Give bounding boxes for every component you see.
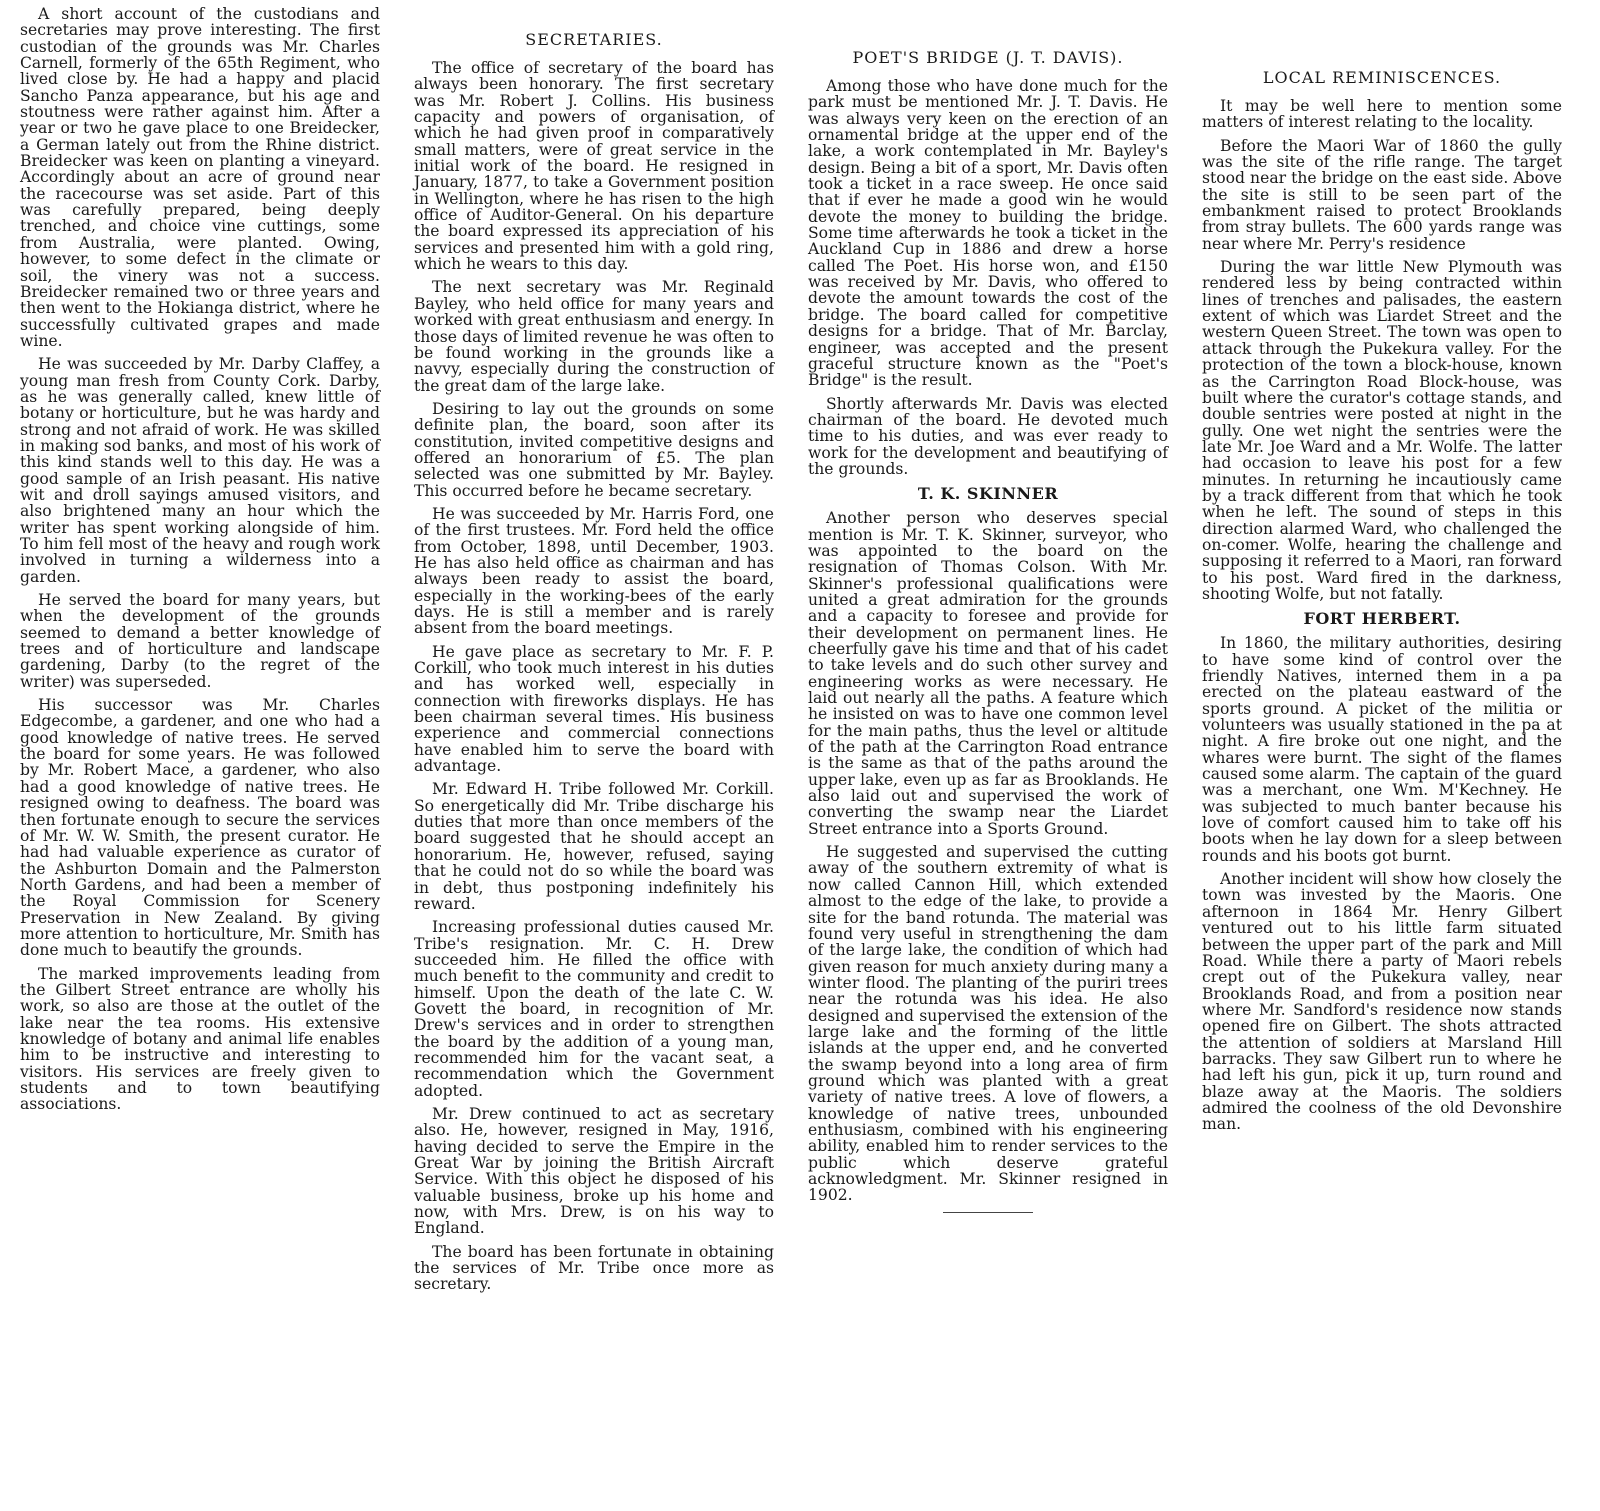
section-heading-poets-bridge: POET'S BRIDGE (J. T. DAVIS). bbox=[852, 48, 1124, 67]
paragraph: He suggested and supervised the cutting away of the southern extremity of what is now called Cannon Hill, which extended almost to the edge of the lake, to provide a site for the band rotunda. The material was found very useful in strengthening the dam of the large lake, the condition of which had given reason for much anxiety during many a winter flood. The planting of the puriri trees near the rotunda was his idea. He also designed and supervised the extension of the large lake and the forming of the little islands at the upper end, and he converted the swamp beyond into a long area of firm ground which was planted with a great variety of native trees. A love of flowers, a knowledge of native trees, unbounded enthusiasm, combined with his engineering ability, enabled him to render services to the public which deserve grateful acknowledgment. Mr. Skinner resigned in 1902. bbox=[808, 843, 1168, 1205]
section-heading-secretaries: SECRETARIES. bbox=[525, 30, 663, 49]
paragraph: Among those who have done much for the park must be mentioned Mr. J. T. Davis. He was always very keen on the erection of an ornamental bridge at the upper end of the lake, a work contemplated in Mr. Bayley's design. Being a bit of a sport, Mr. Davis often took a ticket in a race sweep. He once said that if ever he made a good win he would devote the money to building the bridge. Some time afterwards he took a ticket in the Auckland Cup in 1886 and drew a horse called The Poet. His horse won, and £150 was received by Mr. Davis, who offered to devote the amount towards the cost of the bridge. The board called for competitive designs for a bridge. That of Mr. Barclay, engineer, was accepted and the present graceful structure known as the "Poet's Bridge" is the result. bbox=[808, 77, 1168, 390]
paragraph: Increasing professional duties caused Mr. Tribe's resignation. Mr. C. H. Drew succeeded him. He filled the office with much benefit to the community and credit to himself. Upon the death of the late C. W. Govett the board, in recognition of Mr. Drew's services and in order to strengthen the board by the addition of a young man, recommended him for the vacant seat, a recommendation which the Government adopted. bbox=[414, 918, 774, 1100]
paragraph: During the war little New Plymouth was rendered less by being contracted within lines of trenches and palisades, the eastern extent of which was Liardet Street and the western Queen Street. The town was open to attack through the Pukekura valley. For the protection of the town a block-house, known as the Carrington Road Block-house, was built where the curator's cottage stands, and double sentries were posted at night in the gully. One wet night the sentries were the late Mr. Joe Ward and a Mr. Wolfe. The latter had occasion to leave his post for a few minutes. In returning he incautiously came by a track different from that which he took when he left. The sound of steps in this direction alarmed Ward, who challenged the on-comer. Wolfe, hearing the challenge and supposing it referred to a Maori, ran forward to his post. Ward fired in the darkness, shooting Wolfe, but not fatally. bbox=[1202, 258, 1562, 603]
paragraph: A short account of the custodians and secretaries may prove interesting. The first custodian of the grounds was Mr. Charles Carnell, formerly of the 65th Regiment, who lived close by. He had a happy and placid Sancho Panza appearance, but his age and stoutness were rather against him. After a year or two he gave place to one Breidecker, a German lately out from the Rhine district. Breidecker was keen on planting a vineyard. Accordingly about an acre of ground near the racecourse was set aside. Part of this was carefully prepared, being deeply trenched, and choice vine cuttings, some from Australia, were planted. Owing, however, to some defect in the climate or soil, the vinery was not a success. Breidecker remained two or three years and then went to the Hokianga district, where he successfully cultivated grapes and made wine. bbox=[20, 5, 380, 350]
paragraph: Another incident will show how closely the town was invested by the Maoris. One afternoon in 1864 Mr. Henry Gilbert ventured out to his little farm situated between the upper part of the park and Mill Road. While there a party of Maori rebels crept out of the Pukekura valley, near Brooklands Road, and from a position near where Mr. Sandford's residence now stands opened fire on Gilbert. The shots attracted the attention of soldiers at Marsland Hill barracks. They saw Gilbert run to where he had left his gun, pick it up, turn round and blaze away at the Maoris. The soldiers admired the coolness of the old Devonshire man. bbox=[1202, 870, 1562, 1134]
paragraph: The board has been fortunate in obtaining the services of Mr. Tribe once more as secretary. bbox=[414, 1242, 774, 1294]
paragraph: Mr. Drew continued to act as secretary also. He, however, resigned in May, 1916, having decided to serve the Empire in the Great War by joining the British Aircraft Service. With this object he disposed of his valuable business, broke up his home and now, with Mrs. Drew, is on his way to England. bbox=[414, 1104, 774, 1238]
paragraph: Before the Maori War of 1860 the gully was the site of the rifle range. The target stood near the bridge on the east side. Above the site is still to be seen part of the embankment raised to protect Brooklands from stray bullets. The 600 yards range was near where Mr. Perry's residence bbox=[1202, 136, 1562, 253]
paragraph: The next secretary was Mr. Reginald Bayley, who held office for many years and worked with great enthusiasm and energy. In those days of limited revenue he was often to be found working in the grounds like a navvy, especially during the construction of the great dam of the large lake. bbox=[414, 278, 774, 395]
column-end-rule bbox=[943, 1212, 1033, 1213]
paragraph: Another person who deserves special mention is Mr. T. K. Skinner, surveyor, who was appointed to the board on the resignation of Thomas Colson. With Mr. Skinner's professional qualifications were united a great admiration for the grounds and a capacity to foresee and provide for their development on permanent lines. He cheerfully gave his time and that of his cadet to take levels and do such other survey and engineering works as were necessary. He laid out nearly all the paths. A feature which he insisted on was to have one common level for the main paths, thus the level or altitude of the path at the Carrington Road entrance is the same as that of the paths around the upper lake, even up as far as Brooklands. He also laid out and supervised the work of converting the swamp near the Liardet Street entrance into a Sports Ground. bbox=[808, 509, 1168, 838]
paragraph: His successor was Mr. Charles Edgecombe, a gardener, and one who had a good knowledge of native trees. He served the board for some years. He was followed by Mr. Robert Mace, a gardener, who also had a good knowledge of native trees. He resigned owing to deafness. The board was then fortunate enough to secure the services of Mr. W. W. Smith, the present curator. He had had valuable experience as curator of the Ashburton Domain and the Palmerston North Gardens, and had been a member of the Royal Commission for Scenery Preservation in New Zealand. By giving more attention to horticulture, Mr. Smith has done much to beautify the grounds. bbox=[20, 696, 380, 960]
paragraph: He gave place as secretary to Mr. F. P. Corkill, who took much interest in his duties and has worked well, especially in connection with fireworks displays. He has been chairman several times. His business experience and commercial connections have enabled him to serve the board with advantage. bbox=[414, 642, 774, 776]
column-1 bbox=[20, 6, 380, 1511]
column-4 bbox=[1202, 6, 1562, 1511]
column-3 bbox=[808, 6, 1168, 1511]
paragraph: Desiring to lay out the grounds on some definite plan, the board, soon after its constitution, invited competitive designs and offered an honorarium of £5. The plan selected was one submitted by Mr. Bayley. This occurred before he became secretary. bbox=[414, 399, 774, 500]
section-heading-skinner: T. K. SKINNER bbox=[917, 484, 1059, 504]
paragraph: He was succeeded by Mr. Darby Claffey, a young man fresh from County Cork. Darby, as he was generally called, knew little of botany or horticulture, but he was hardy and strong and not afraid of work. He was skilled in making sod banks, and most of his work of this kind stands well to this day. He was a good sample of an Irish peasant. His native wit and droll sayings amused visitors, and also brightened many an hour which the writer has spent working alongside of him. To him fell most of the heavy and rough work involved in turning a wilderness into a garden. bbox=[20, 355, 380, 586]
column-2 bbox=[414, 6, 774, 1511]
paragraph: The marked improvements leading from the Gilbert Street entrance are wholly his work, so also are those at the outlet of the lake near the tea rooms. His extensive knowledge of botany and animal life enables him to be instructive and interesting to visitors. His services are freely given to students and to town beautifying associations. bbox=[20, 964, 380, 1114]
paragraph: He was succeeded by Mr. Harris Ford, one of the first trustees. Mr. Ford held the office from October, 1898, until December, 1903. He has also held office as chairman and has always been ready to assist the board, especially in the working-bees of the early days. He is still a member and is rarely absent from the board meetings. bbox=[414, 504, 774, 638]
paragraph: He served the board for many years, but when the development of the grounds seemed to demand a better knowledge of trees and of horticulture and landscape gardening, Darby (to the regret of the writer) was superseded. bbox=[20, 591, 380, 691]
paragraph: It may be well here to mention some matters of interest relating to the locality. bbox=[1202, 97, 1562, 132]
paragraph: In 1860, the military authorities, desiring to have some kind of control over the friendly Natives, interned them in a pa erected on the plateau eastward of the sports ground. A picket of the militia or volunteers was usually stationed in the pa at night. A fire broke out one night, and the whares were burnt. The sight of the flames caused some alarm. The captain of the guard was a merchant, one Wm. M'Kechney. He was subjected to much banter because his love of comfort caused him to take off his boots when he lay down for a sleep between rounds and his boots got burnt. bbox=[1202, 634, 1562, 865]
section-heading-local-reminiscences: LOCAL REMINISCENCES. bbox=[1262, 68, 1502, 87]
paragraph: Mr. Edward H. Tribe followed Mr. Corkill. So energetically did Mr. Tribe discharge his duties that more than once members of the board suggested that he should accept an honorarium. He, however, refused, saying that he could not do so while the board was in debt, thus postponing indefinitely his reward. bbox=[414, 780, 774, 913]
paragraph: The office of secretary of the board has always been honorary. The first secretary was Mr. Robert J. Collins. His business capacity and powers of organisation, of which he had given proof in comparatively small matters, were of great service in the initial work of the board. He resigned in January, 1877, to take a Government position in Wellington, where he has risen to the high office of Auditor-General. On his departure the board expressed its appreciation of his services and presented him with a gold ring, which he wears to this day. bbox=[414, 59, 774, 274]
section-heading-fort-herbert: FORT HERBERT. bbox=[1303, 609, 1461, 629]
paragraph: Shortly afterwards Mr. Davis was elected chairman of the board. He devoted much time to his duties, and was ever ready to work for the development and beautifying of the grounds. bbox=[808, 394, 1168, 478]
